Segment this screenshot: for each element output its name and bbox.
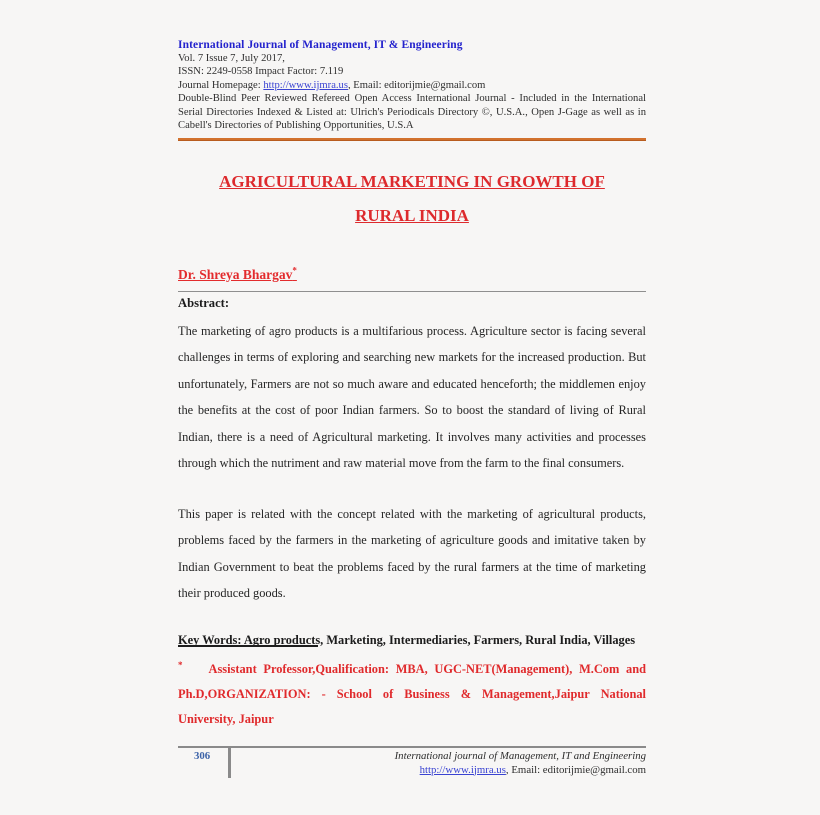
homepage-email: , Email: editorijmie@gmail.com — [347, 79, 486, 91]
paper-title-line1: AGRICULTURAL MARKETING IN GROWTH OF — [219, 172, 605, 191]
paper-title — [178, 165, 646, 233]
page-number: 306 — [194, 750, 211, 762]
abstract-heading: Abstract: — [178, 295, 230, 310]
homepage-url-link[interactable]: http://www.ijmra.us — [263, 79, 348, 91]
page-content — [178, 38, 646, 648]
keywords-line: Key Words: Agro products, Marketing, Intermediaries, Farmers, Rural India, Villages — [178, 632, 636, 647]
homepage-label: Journal Homepage: — [178, 79, 264, 91]
footer-journal-name: International journal of Management, IT and Engineering — [394, 750, 646, 762]
footnote-text: * Assistant Professor,Qualification: MBA, UGC-NET(Management), M.Com and Ph.D,ORGANIZATION: - School of Business & Management,Jaipur National University, Jaipur — [178, 660, 646, 727]
journal-name: International Journal of Management, IT & Engineering — [178, 39, 463, 51]
footer-email: , Email: editorijmie@gmail.com — [505, 763, 646, 776]
header-divider-rule — [178, 138, 646, 141]
issn-line: ISSN: 2249-0558 Impact Factor: 7.119 — [178, 66, 344, 78]
author-footnote-marker: * — [292, 265, 297, 275]
homepage-line — [178, 79, 646, 92]
author-name: Dr. Shreya Bhargav* — [178, 265, 297, 282]
footer-vertical-divider — [228, 748, 231, 778]
footer-body — [178, 748, 646, 777]
abstract-paragraph-2: This paper is related with the concept related with the marketing of agricultural products, problems faced by the farmers in the marketing of agriculture goods and imitative taken by Indian Government to beat the problems faced by the rural farmers at the time of marketing their produced goods. — [178, 506, 646, 600]
page-footer — [178, 746, 646, 777]
abstract-divider-rule — [178, 291, 646, 292]
footer-contact-line — [395, 764, 646, 778]
abstract-paragraph-1: The marketing of agro products is a multifarious process. Agriculture sector is facing several challenges in terms of exploring and searching new markets for the increased production. But unfortunately, Farmers are not so much aware and educated henceforth; the middlemen enjoy the benefits at the cost of poor Indian farmers. So to boost the standard of living of Rural Indian, there is a need of Agricultural marketing. It involves many activities and processes through which the nutriment and raw material move from the farm to the final consumers. — [178, 323, 646, 470]
footnote-separator-rule — [178, 645, 318, 647]
journal-description: Double-Blind Peer Reviewed Refereed Open Access International Journal - Included in the International Serial Directories Indexed & Listed at: Ulrich's Periodicals Directory ©, U.S.A., Open J-Gage as well as in Cabell's Directories of Publishing Opportunities, U.S.A — [178, 93, 646, 132]
footnote-marker: * — [178, 660, 183, 670]
footer-url-link[interactable]: http://www.ijmra.us — [419, 763, 506, 776]
author-line — [178, 265, 646, 283]
footer-journal-info — [395, 750, 646, 777]
journal-header — [178, 38, 646, 141]
volume-issue-line: Vol. 7 Issue 7, July 2017, — [178, 53, 285, 64]
footnote-block — [178, 645, 646, 732]
paper-title-line2: RURAL INDIA — [355, 206, 469, 225]
